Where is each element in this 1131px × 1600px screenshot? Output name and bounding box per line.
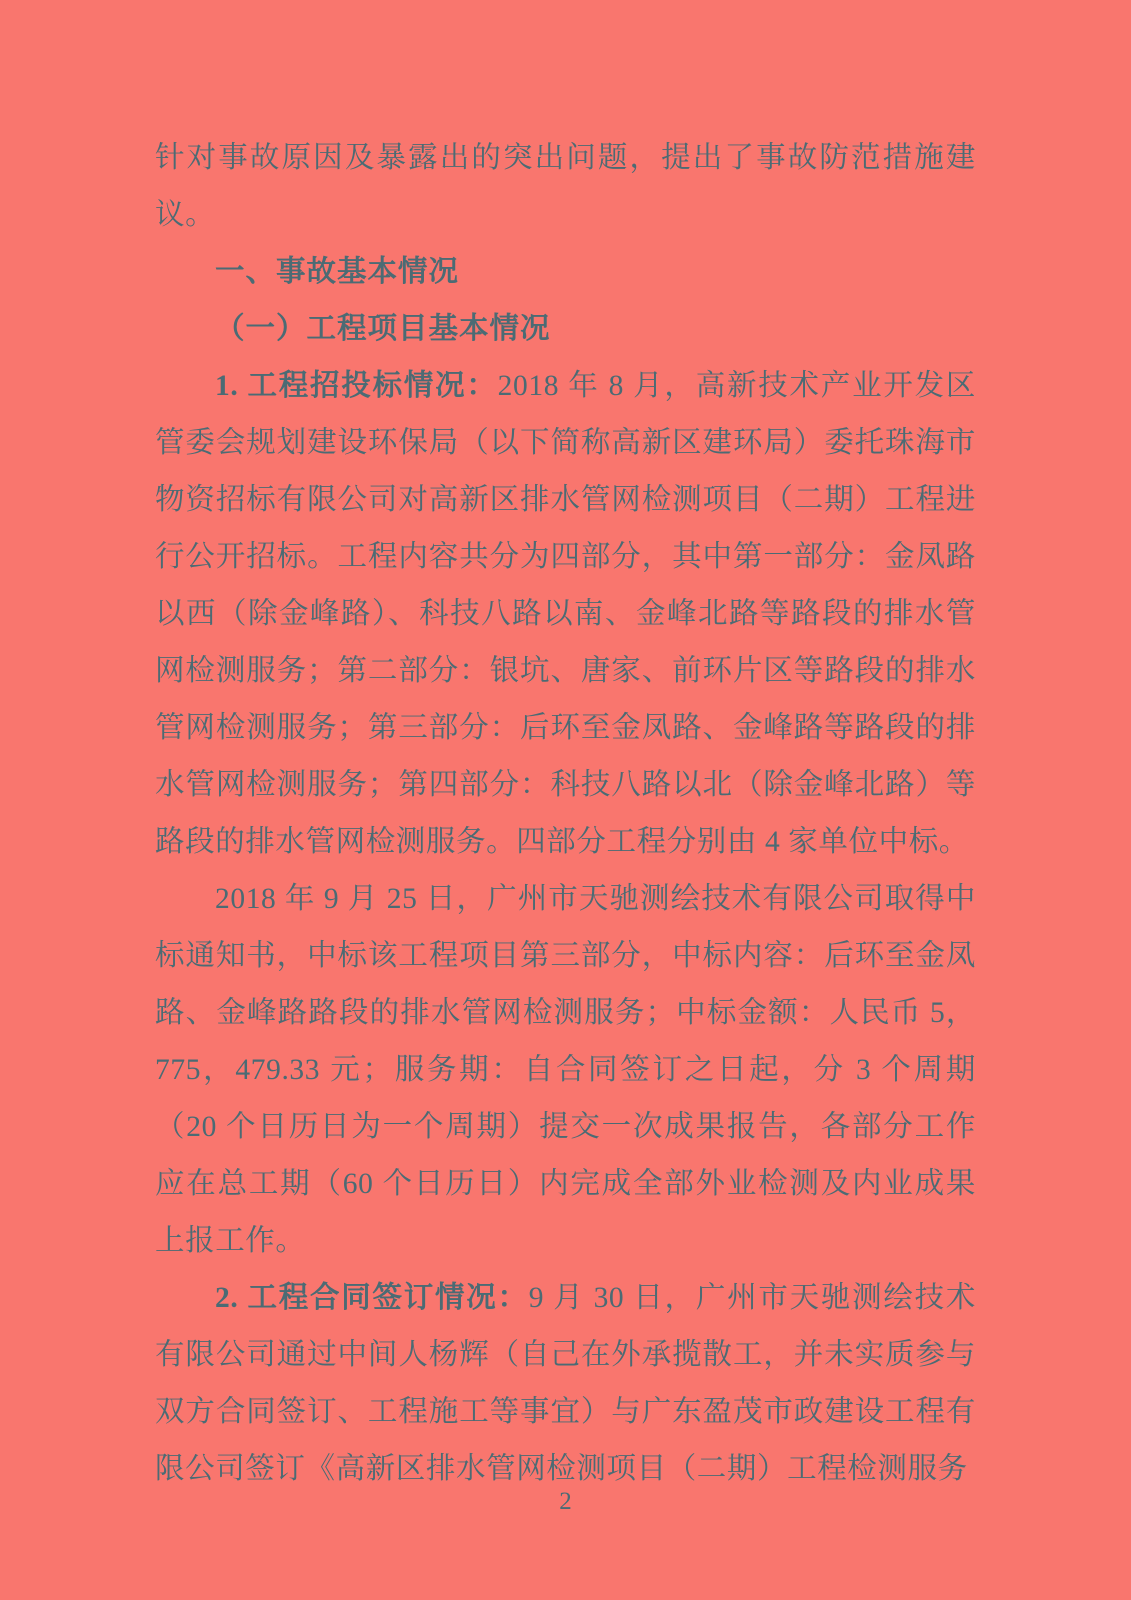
heading-subsection-one: （一）工程项目基本情况 <box>215 313 551 345</box>
paragraph-intro: 针对事故原因及暴露出的突出问题，提出了事故防范措施建议。 <box>155 142 976 231</box>
page-number: 2 <box>559 1488 572 1515</box>
document-body <box>155 130 976 1498</box>
paragraph-contract-lead: 2. 工程合同签订情况： <box>215 1282 529 1314</box>
paragraph-bidding-lead: 1. 工程招投标情况： <box>215 370 498 402</box>
heading-section-one: 一、事故基本情况 <box>215 256 460 288</box>
paragraph-bidding-text: 2018 年 8 月，高新技术产业开发区管委会规划建设环保局（以下简称高新区建环局）委托珠海市物资招标有限公司对高新区排水管网检测项目（二期）工程进行公开招标。工程内容共分为四部分，其中第一部分：金凤路以西（除金峰路）、科技八路以南、金峰北路等路段的排水管网检测服务；第二部分：银坑、唐家、前环片区等路段的排水管网检测服务；第三部分：后环至金凤路、金峰路等路段的排水管网检测服务；第四部分：科技八路以北（除金峰北路）等路段的排水管网检测服务。四部分工程分别由 4 家单位中标。 <box>155 370 976 858</box>
paragraph-contract <box>155 1270 976 1498</box>
paragraph-award-notice: 2018 年 9 月 25 日，广州市天驰测绘技术有限公司取得中标通知书，中标该工程项目第三部分，中标内容：后环至金凤路、金峰路路段的排水管网检测服务；中标金额：人民币 5，775，479.33 元；服务期：自合同签订之日起，分 3 个周期（20 个日历日为一个周期）提交一次成果报告，各部分工作应在总工期（60 个日历日）内完成全部外业检测及内业成果上报工作。 <box>155 883 976 1257</box>
paragraph-contract-text: 9 月 30 日，广州市天驰测绘技术有限公司通过中间人杨辉（自己在外承揽散工，并未实质参与双方合同签订、工程施工等事宜）与广东盈茂市政建设工程有限公司签订《高新区排水管网检测项目（二期）工程检测服务 <box>155 1282 976 1485</box>
paragraph-bidding <box>155 358 976 871</box>
